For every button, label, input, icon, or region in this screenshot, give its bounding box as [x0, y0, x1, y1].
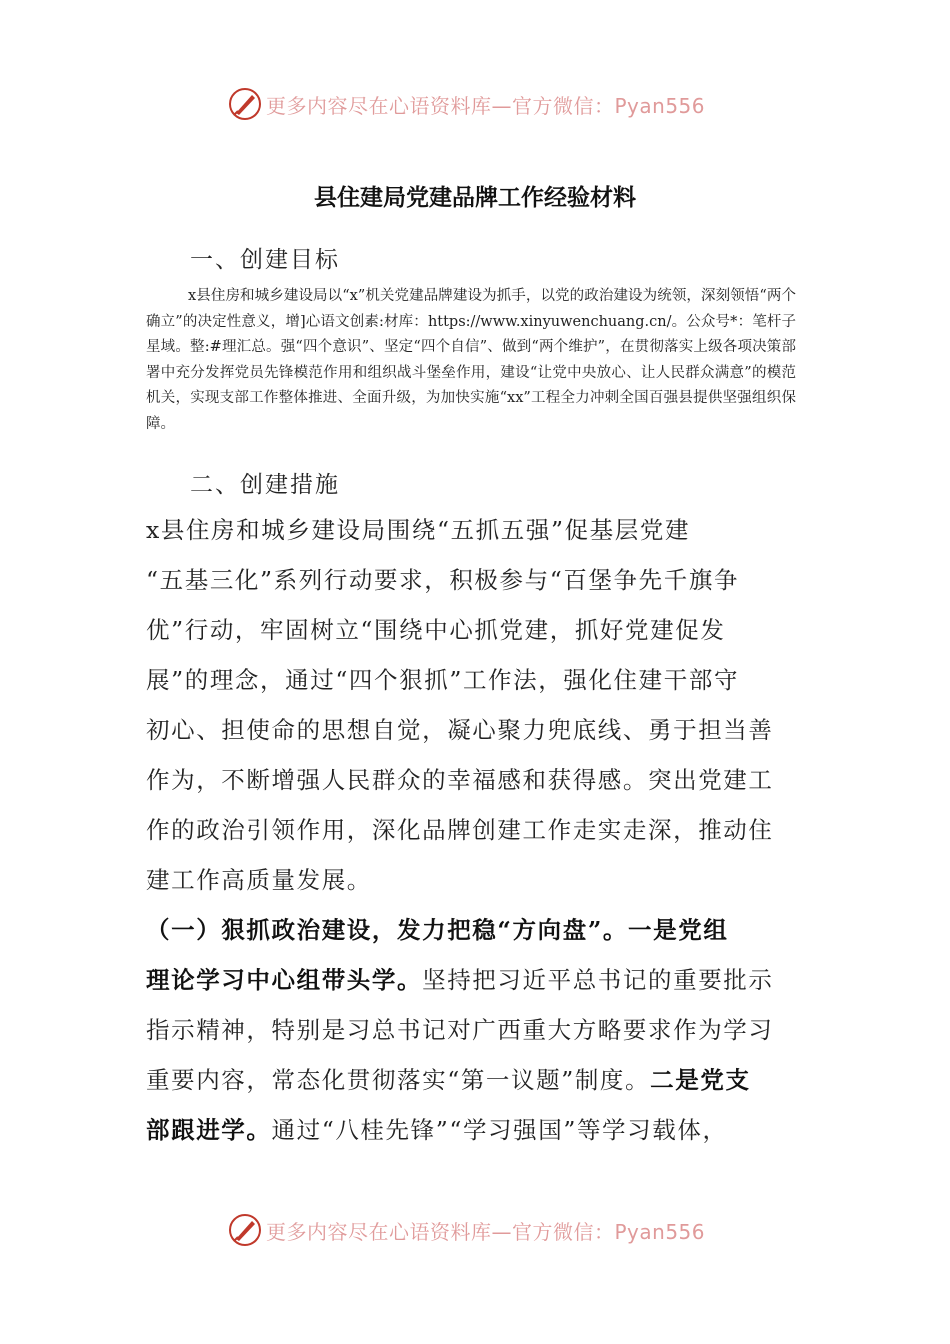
body-line-text: 通过“八桂先锋”“学习强国”等学习载体， [271, 1116, 728, 1144]
body-line-bold: 理论学习中心组带头学。 [146, 966, 423, 994]
body-line-bold: （一）狠抓政治建设，发力把稳“方向盘”。一是党组 [146, 916, 729, 944]
body-line-bold: 部跟进学。 [146, 1116, 272, 1144]
watermark-text: 更多内容尽在心语资料库—官方微信：Pyan556 [266, 1219, 706, 1244]
body-line [146, 855, 806, 905]
body-line [146, 1005, 806, 1055]
body-line [146, 755, 806, 805]
body-line-text: 初心、担使命的思想自觉，凝心聚力兜底线、勇于担当善 [146, 716, 774, 744]
document-title: 县住建局党建品牌工作经验材料 [314, 184, 636, 211]
section1-paragraph [146, 284, 796, 438]
body-line-bold: 二是党支 [650, 1066, 751, 1094]
body-line [146, 705, 806, 755]
body-line [146, 655, 806, 705]
body-line [146, 555, 806, 605]
section1-paragraph-text: x县住房和城乡建设局以“x”机关党建品牌建设为抓手，以党的政治建设为统领，深刻领悟“两个确立”的决定性意义，增]心语文创素:材库：https://www.xinyuwenchuang.cn/。公众号*：笔杆子星域。整:#理汇总。强“四个意识”、坚定“四个自信”、做到“两个维护”，在贯彻落实上级各项决策部署中充分发挥党员先锋模范作用和组织战斗堡垒作用，建设“让党中央放心、让人民群众满意”的模范机关，实现支部工作整体推进、全面升级，为加快实施“xx”工程全力冲刺全国百强县提供坚强组织保障。 [146, 288, 796, 432]
body-line-text: 坚持把习近平总书记的重要批示 [422, 966, 774, 994]
body-line-text: 建工作高质量发展。 [146, 866, 372, 894]
body-line [146, 805, 806, 855]
body-line [146, 1055, 806, 1105]
body-line [146, 905, 806, 955]
body-line [146, 955, 806, 1005]
body-line-text: 优”行动，牢固树立“围绕中心抓党建，抓好党建促发 [146, 616, 726, 644]
watermark-banner-bottom [228, 1210, 705, 1250]
body-line-text: 展”的理念，通过“四个狠抓”工作法，强化住建干部守 [146, 666, 740, 694]
body-line-text: x县住房和城乡建设局围绕“五抓五强”促基层党建 [146, 516, 691, 544]
watermark-text: 更多内容尽在心语资料库—官方微信：Pyan556 [266, 93, 706, 118]
section1-heading: 一、创建目标 [190, 247, 340, 273]
body-line-text: 重要内容，常态化贯彻落实“第一议题”制度。 [146, 1066, 651, 1094]
body-line-text: “五基三化”系列行动要求，积极参与“百堡争先千旗争 [146, 566, 740, 594]
body-line [146, 505, 806, 555]
watermark-banner-top [228, 84, 705, 124]
quill-logo-icon [228, 1213, 262, 1247]
body-line-text: 作为，不断增强人民群众的幸福感和获得感。突出党建工 [146, 766, 774, 794]
body-text [146, 505, 806, 1155]
body-line [146, 1105, 806, 1155]
body-line-text: 指示精神，特别是习总书记对广西重大方略要求作为学习 [146, 1016, 774, 1044]
section2-heading: 二、创建措施 [190, 472, 340, 498]
body-line [146, 605, 806, 655]
body-line-text: 作的政治引领作用，深化品牌创建工作走实走深，推动住 [146, 816, 774, 844]
quill-logo-icon [228, 87, 262, 121]
